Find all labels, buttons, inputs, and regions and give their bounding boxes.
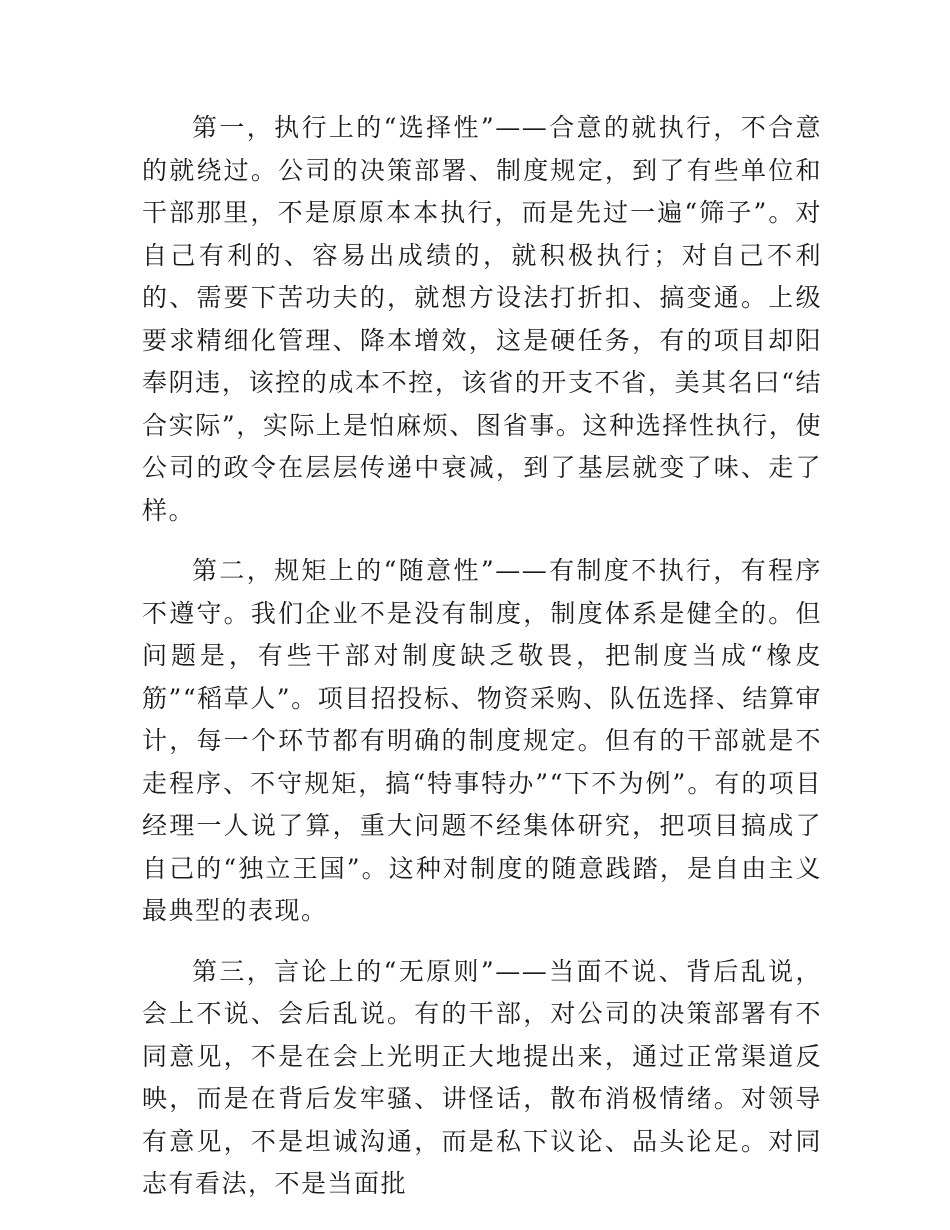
paragraph-3: 第三，言论上的“无原则”——当面不说、背后乱说，会上不说、会后乱说。有的干部，对公司的决策部署有不同意见，不是在会上光明正大地提出来，通过正常渠道反映，而是在背后发牢骚、讲怪话，散布消极情绪。对领导有意见，不是坦诚沟通，而是私下议论、品头论足。对同志有看法，不是当面批 xyxy=(142,956,822,1198)
document-body xyxy=(142,107,822,1224)
paragraph-2: 第二，规矩上的“随意性”——有制度不执行，有程序不遵守。我们企业不是没有制度，制度体系是健全的。但问题是，有些干部对制度缺乏敬畏，把制度当成“橡皮筋”“稻草人”。项目招投标、物资采购、队伍选择、结算审计，每一个环节都有明确的制度规定。但有的干部就是不走程序、不守规矩，搞“特事特办”“下不为例”。有的项目经理一人说了算，重大问题不经集体研究，把项目搞成了自己的“独立王国”。这种对制度的随意践踏，是自由主义最典型的表现。 xyxy=(142,556,822,925)
paragraph-1: 第一，执行上的“选择性”——合意的就执行，不合意的就绕过。公司的决策部署、制度规定，到了有些单位和干部那里，不是原原本本执行，而是先过一遍“筛子”。对自己有利的、容易出成绩的，就积极执行；对自己不利的、需要下苦功夫的，就想方设法打折扣、搞变通。上级要求精细化管理、降本增效，这是硬任务，有的项目却阳奉阴违，该控的成本不控，该省的开支不省，美其名曰“结合实际”，实际上是怕麻烦、图省事。这种选择性执行，使公司的政令在层层传递中衰减，到了基层就变了味、走了样。 xyxy=(142,113,822,525)
